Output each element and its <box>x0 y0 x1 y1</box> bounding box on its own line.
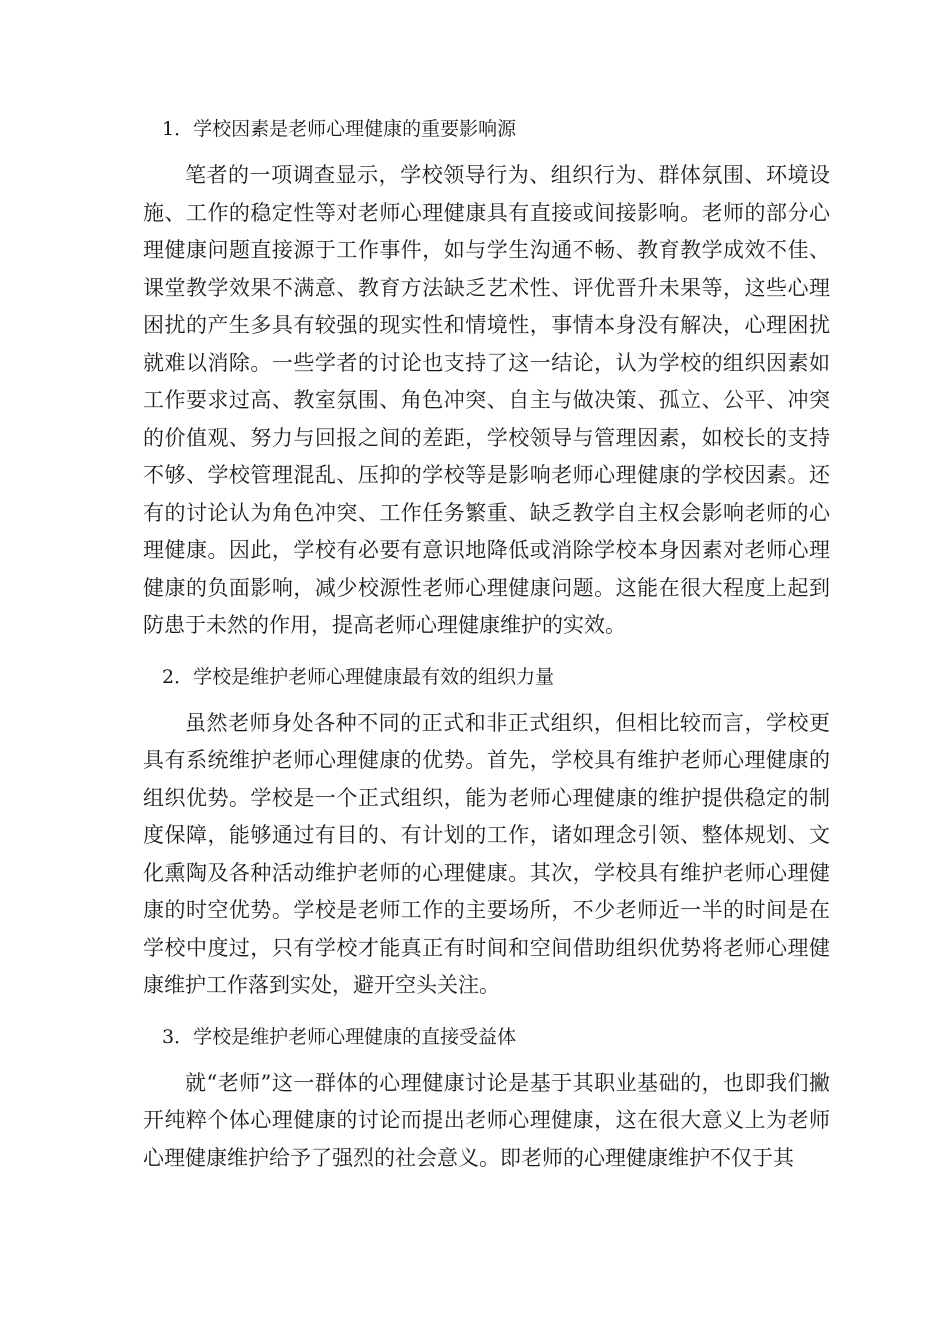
section-paragraph-2: 虽然老师身处各种不同的正式和非正式组织，但相比较而言，学校更具有系统维护老师心理健康的优势。首先，学校具有维护老师心理健康的组织优势。学校是一个正式组织，能为老师心理健康的维护提供稳定的制度保障，能够通过有目的、有计划的工作，诸如理念引领、整体规划、文化熏陶及各种活动维护老师的心理健康。其次，学校具有维护老师心理健康的时空优势。学校是老师工作的主要场所，不少老师近一半的时间是在学校中度过，只有学校才能真正有时间和空间借助组织优势将老师心理健康维护工作落到实处，避开空头关注。 <box>143 710 830 997</box>
section-heading-3: 3．学校是维护老师心理健康的直接受益体 <box>162 1025 517 1048</box>
section-heading-2: 2．学校是维护老师心理健康最有效的组织力量 <box>162 665 555 688</box>
section-paragraph-3: 就“老师”这一群体的心理健康讨论是基于其职业基础的，也即我们撇开纯粹个体心理健康的讨论而提出老师心理健康，这在很大意义上为老师心理健康维护给予了强烈的社会意义。即老师的心理健康维护不仅于其 <box>143 1070 830 1170</box>
document-page <box>143 110 830 1177</box>
section-paragraph-1: 笔者的一项调查显示，学校领导行为、组织行为、群体氛围、环境设施、工作的稳定性等对老师心理健康具有直接或间接影响。老师的部分心理健康问题直接源于工作事件，如与学生沟通不畅、教育教学成效不佳、课堂教学效果不满意、教育方法缺乏艺术性、评优晋升未果等，这些心理困扰的产生多具有较强的现实性和情境性，事情本身没有解决，心理困扰就难以消除。一些学者的讨论也支持了这一结论，认为学校的组织因素如工作要求过高、教室氛围、角色冲突、自主与做决策、孤立、公平、冲突的价值观、努力与回报之间的差距，学校领导与管理因素，如校长的支持不够、学校管理混乱、压抑的学校等是影响老师心理健康的学校因素。还有的讨论认为角色冲突、工作任务繁重、缺乏教学自主权会影响老师的心理健康。因此，学校有必要有意识地降低或消除学校本身因素对老师心理健康的负面影响，减少校源性老师心理健康问题。这能在很大程度上起到防患于未然的作用，提高老师心理健康维护的实效。 <box>143 163 830 637</box>
section-heading-1: 1．学校因素是老师心理健康的重要影响源 <box>162 118 517 140</box>
